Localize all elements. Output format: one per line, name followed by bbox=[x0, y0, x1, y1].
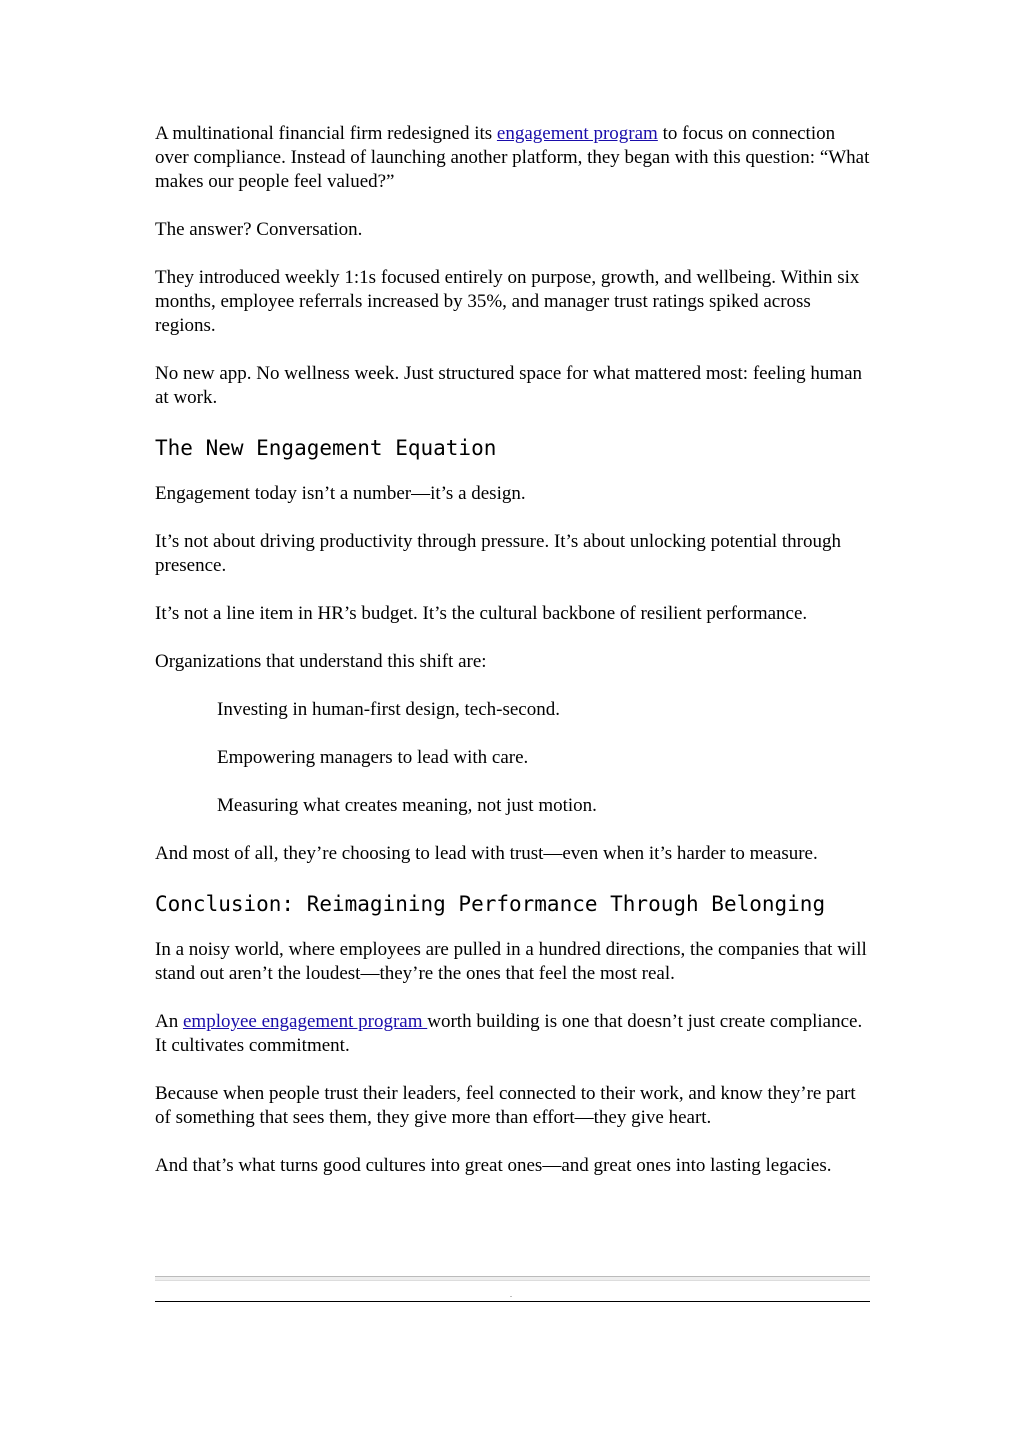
productivity-paragraph: It’s not about driving productivity through pressure. It’s about unlocking potential through presence. bbox=[155, 531, 842, 576]
intro-text-start: A multinational financial firm redesigned its bbox=[155, 123, 497, 144]
trust-leaders-paragraph: Because when people trust their leaders, feel connected to their work, and know they’re part of something that sees them, they give more than effort—they give heart. bbox=[155, 1083, 856, 1128]
noisy-world-paragraph: In a noisy world, where employees are pulled in a hundred directions, the companies that will stand out aren’t the loudest—they’re the ones that feel the most real. bbox=[155, 939, 867, 984]
list-item: Investing in human-first design, tech-second. bbox=[217, 699, 560, 720]
section-heading-engagement-equation: The New Engagement Equation bbox=[155, 436, 497, 460]
footer-divider-bottom bbox=[155, 1301, 870, 1302]
intro-text-end: to focus on connection over compliance. Instead of launching another platform, they began with this question: “What makes our people feel valued?” bbox=[155, 123, 870, 192]
document-body bbox=[155, 122, 870, 1202]
list-item: Empowering managers to lead with care. bbox=[217, 747, 529, 768]
legacies-paragraph: And that’s what turns good cultures into great ones—and great ones into lasting legacies. bbox=[155, 1155, 832, 1176]
program-text-start: An bbox=[155, 1011, 183, 1032]
employee-engagement-program-link[interactable]: employee engagement program bbox=[182, 1011, 428, 1032]
budget-paragraph: It’s not a line item in HR’s budget. It’s the cultural backbone of resilient performance. bbox=[155, 603, 808, 624]
footer-divider-top bbox=[155, 1276, 870, 1281]
program-text-end: worth building is one that doesn’t just create compliance. It cultivates commitment. bbox=[155, 1011, 863, 1056]
list-item: Measuring what creates meaning, not just motion. bbox=[217, 795, 597, 816]
engagement-program-link[interactable]: engagement program bbox=[496, 123, 658, 144]
no-new-app-paragraph: No new app. No wellness week. Just structured space for what mattered most: feeling human at work. bbox=[155, 363, 863, 408]
trust-paragraph: And most of all, they’re choosing to lead with trust—even when it’s harder to measure. bbox=[155, 843, 818, 864]
program-worth-building-paragraph bbox=[155, 1010, 870, 1058]
intro-paragraph bbox=[155, 122, 870, 194]
section-heading-conclusion: Conclusion: Reimagining Performance Through Belonging bbox=[155, 892, 826, 916]
one-on-ones-paragraph: They introduced weekly 1:1s focused entirely on purpose, growth, and wellbeing. Within six months, employee referrals increased by 35%, and manager trust ratings spiked across regions. bbox=[155, 267, 860, 336]
answer-paragraph: The answer? Conversation. bbox=[155, 219, 363, 240]
organizations-paragraph: Organizations that understand this shift are: bbox=[155, 651, 487, 672]
footer-dot: . bbox=[510, 1290, 512, 1299]
engagement-design-paragraph: Engagement today isn’t a number—it’s a design. bbox=[155, 483, 526, 504]
